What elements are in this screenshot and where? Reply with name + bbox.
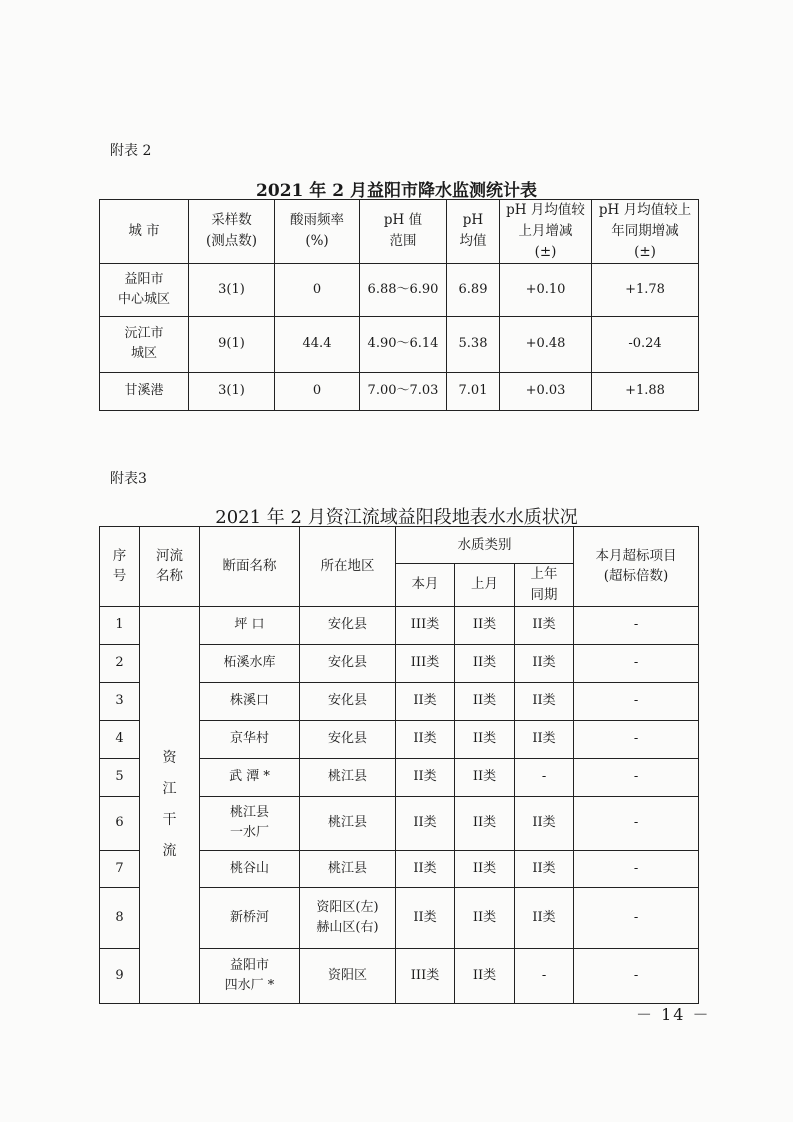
table-cell: II类 [396,720,455,758]
table-cell: - [515,758,574,796]
table-cell: 0 [275,372,360,410]
header-ph-vs-last-year: pH 月均值较上 年同期增减 (±) [592,200,699,264]
table-cell: - [574,682,699,720]
table-cell: II类 [455,644,515,682]
table-cell: 9 [100,948,140,1003]
table-cell: -0.24 [592,316,699,372]
table-cell: II类 [515,682,574,720]
table-cell: 9(1) [189,316,275,372]
table-cell: III类 [396,948,455,1003]
header-ph-mean: pH 均值 [447,200,500,264]
table-cell: - [574,948,699,1003]
table-cell: - [515,948,574,1003]
table-cell: II类 [455,682,515,720]
header-city: 城 市 [100,200,189,264]
table-cell: - [574,887,699,948]
table-cell: II类 [515,644,574,682]
table-cell: II类 [396,758,455,796]
table-cell: 44.4 [275,316,360,372]
table-cell: II类 [455,720,515,758]
table-row [100,263,699,316]
table-cell: 8 [100,887,140,948]
table-cell: II类 [396,850,455,887]
table-cell: +0.10 [500,263,592,316]
header-river: 河流 名称 [140,527,200,607]
table-cell: - [574,758,699,796]
header-quality: 水质类别 [396,527,574,564]
table-cell: 安化县 [300,682,396,720]
table-cell: 甘溪港 [100,372,189,410]
table-cell: 沅江市 城区 [100,316,189,372]
table-cell: II类 [396,682,455,720]
water-quality-table [99,526,699,1004]
table-cell: 安化县 [300,720,396,758]
table-cell: +1.78 [592,263,699,316]
table-cell: 资阳区 [300,948,396,1003]
header-region: 所在地区 [300,527,396,607]
table-cell: 安化县 [300,644,396,682]
header-this-month: 本月 [396,564,455,607]
table-row [100,372,699,410]
table-cell: +0.03 [500,372,592,410]
header-acid-rain-frequency: 酸雨频率 (%) [275,200,360,264]
table-cell: 7.01 [447,372,500,410]
table-cell: - [574,720,699,758]
header-ph-range: pH 值 范围 [360,200,447,264]
table-cell: III类 [396,644,455,682]
header-ph-vs-last-month: pH 月均值较 上月增减 (±) [500,200,592,264]
header-last-year: 上年 同期 [515,564,574,607]
table-cell: 益阳市 中心城区 [100,263,189,316]
header-section: 断面名称 [200,527,300,607]
table-cell: +0.48 [500,316,592,372]
table-cell: II类 [455,606,515,644]
table-cell: 武 潭 * [200,758,300,796]
table-cell: 桃谷山 [200,850,300,887]
table-cell: II类 [515,850,574,887]
table-cell: II类 [455,758,515,796]
table-cell: II类 [396,887,455,948]
table-cell: 3(1) [189,263,275,316]
table1-header-row [100,200,699,264]
river-name: 资 江 干 流 [140,606,200,1003]
table-cell: 3(1) [189,372,275,410]
table-cell: 6.88～6.90 [360,263,447,316]
table-cell: 桃江县 [300,850,396,887]
table-cell: II类 [515,796,574,850]
table-cell: 坪 口 [200,606,300,644]
table-cell: 新桥河 [200,887,300,948]
table-cell: 6 [100,796,140,850]
table-cell: II类 [455,850,515,887]
table2-title: 2021 年 2 月资江流域益阳段地表水水质状况 [215,507,578,528]
header-sample-count: 采样数 (测点数) [189,200,275,264]
table-cell: III类 [396,606,455,644]
table-cell: 4 [100,720,140,758]
table-cell: 株溪口 [200,682,300,720]
table2-label: 附表3 [110,471,147,487]
table-cell: 桃江县 [300,758,396,796]
header-last-month: 上月 [455,564,515,607]
table-cell: 3 [100,682,140,720]
precipitation-table [99,199,699,411]
table-cell: 7.00～7.03 [360,372,447,410]
table-cell: 5 [100,758,140,796]
table-cell: 4.90～6.14 [360,316,447,372]
table-cell: - [574,796,699,850]
table-cell: 安化县 [300,606,396,644]
table-cell: 桃江县 一水厂 [200,796,300,850]
table-cell: 6.89 [447,263,500,316]
table-cell: II类 [515,606,574,644]
table-cell: - [574,850,699,887]
table1-label: 附表 2 [110,143,152,159]
table-cell: 2 [100,644,140,682]
header-seq: 序 号 [100,527,140,607]
table-cell: II类 [455,948,515,1003]
table-cell: 资阳区(左) 赫山区(右) [300,887,396,948]
table-cell: II类 [396,796,455,850]
table-cell: 7 [100,850,140,887]
table2-header-row [100,527,699,564]
table1-title: 2021 年 2 月益阳市降水监测统计表 [256,181,537,201]
table-row [100,606,699,644]
table-cell: +1.88 [592,372,699,410]
table-cell: 5.38 [447,316,500,372]
table-cell: II类 [515,887,574,948]
page-number: － 14 － [636,1005,711,1024]
table-cell: - [574,644,699,682]
table-cell: II类 [455,796,515,850]
table-cell: II类 [455,887,515,948]
table-cell: 桃江县 [300,796,396,850]
header-exceed: 本月超标项目 (超标倍数) [574,527,699,607]
table-row [100,316,699,372]
table-cell: 1 [100,606,140,644]
table-cell: 0 [275,263,360,316]
table-cell: - [574,606,699,644]
table-cell: 柘溪水库 [200,644,300,682]
table-cell: II类 [515,720,574,758]
table-cell: 京华村 [200,720,300,758]
table-cell: 益阳市 四水厂 * [200,948,300,1003]
